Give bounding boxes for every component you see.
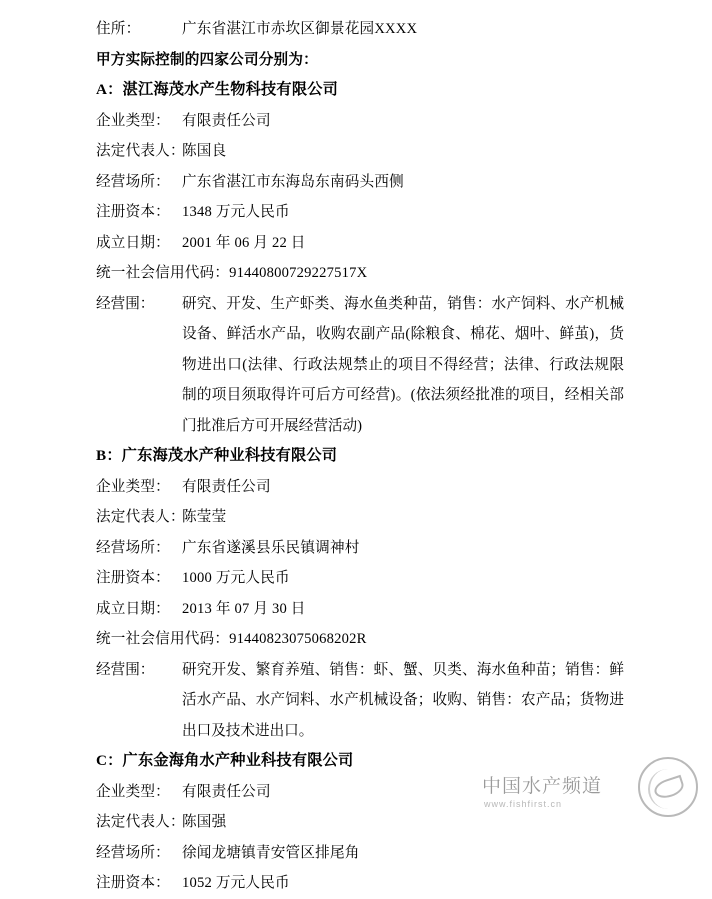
field-label: 经营场所： <box>96 539 170 556</box>
field-value: 1000 万元人民币 <box>182 570 290 586</box>
field-label: 经营场所： <box>96 173 170 190</box>
company-c-field-capital <box>96 868 624 899</box>
company-b-field-type <box>96 472 624 503</box>
intro-heading: 甲方实际控制的四家公司分别为： <box>96 51 318 68</box>
company-c-field-type <box>96 777 624 808</box>
field-value: 有限责任公司 <box>182 478 271 495</box>
watermark-subtext: www.fishfirst.cn <box>484 799 563 809</box>
field-label: 成立日期： <box>96 600 170 617</box>
field-label: 成立日期： <box>96 234 170 251</box>
field-value: 有限责任公司 <box>182 783 271 800</box>
company-b-field-capital <box>96 563 624 594</box>
scope-text: 研究、开发、生产虾类、海水鱼类种苗，销售：水产饲料、水产机械设备、鲜活水产品，收购农副产品(除粮食、棉花、烟叶、鲜茧)，货物进出口(法律、行政法规禁止的项目不得经营；法律、行政法规限制的项目须取得许可后方可经营)。(依法须经批准的项目，经相关部门批准后方可开展经营活动) <box>182 295 624 434</box>
field-label: 注册资本： <box>96 875 170 891</box>
company-b-field-premises <box>96 533 624 564</box>
field-label: 统一社会信用代码： <box>96 265 230 281</box>
fish-circle-icon <box>638 757 698 817</box>
address-label: 住所： <box>96 21 141 37</box>
field-value: 广东省湛江市东海岛东南码头西侧 <box>182 173 404 190</box>
field-label: 法定代表人： <box>96 143 185 159</box>
company-c-title: C：广东金海角水产种业科技有限公司 <box>96 752 354 769</box>
field-value: 有限责任公司 <box>182 112 271 129</box>
field-value: 1052 万元人民币 <box>182 875 290 891</box>
field-label: 经营场所： <box>96 844 170 861</box>
field-value: 陈国强 <box>182 814 227 830</box>
company-a-field-capital <box>96 197 624 228</box>
field-value: 徐闻龙塘镇青安管区排尾角 <box>182 844 360 861</box>
company-b-scope <box>96 655 624 747</box>
company-a-field-legal-rep <box>96 136 624 167</box>
address-value: 广东省湛江市赤坎区御景花园XXXX <box>182 21 418 37</box>
company-b-field-founded <box>96 594 624 625</box>
company-a-title: A：湛江海茂水产生物科技有限公司 <box>96 81 338 98</box>
company-a-scope <box>96 289 624 442</box>
field-label: 统一社会信用代码： <box>96 631 230 647</box>
field-value: 2013 年 07 月 30 日 <box>182 600 306 617</box>
field-value: 广东省遂溪县乐民镇调神村 <box>182 539 360 556</box>
company-c-field-premises <box>96 838 624 869</box>
company-a-field-type <box>96 106 624 137</box>
field-label: 企业类型： <box>96 478 170 495</box>
field-label: 企业类型： <box>96 783 170 800</box>
field-value: 陈莹莹 <box>182 509 227 525</box>
company-a-field-credit-code <box>96 258 624 289</box>
company-a-field-premises <box>96 167 624 198</box>
company-b-field-legal-rep <box>96 502 624 533</box>
field-value: 1348 万元人民币 <box>182 204 290 220</box>
document-body <box>96 14 624 899</box>
company-a-field-founded <box>96 228 624 259</box>
scope-text: 研究开发、繁育养殖、销售：虾、蟹、贝类、海水鱼种苗；销售：鲜活水产品、水产饲料、水产机械设备；收购、销售：农产品；货物进出口及技术进出口。 <box>182 661 624 739</box>
watermark-text: 中国水产频道 <box>482 776 603 797</box>
address-line <box>96 14 624 45</box>
field-value: 91440823075068202R <box>229 631 367 647</box>
field-value: 2001 年 06 月 22 日 <box>182 234 306 251</box>
field-value: 91440800729227517X <box>229 265 368 281</box>
company-c-field-legal-rep <box>96 807 624 838</box>
field-label: 法定代表人： <box>96 509 185 525</box>
field-label: 注册资本： <box>96 204 170 220</box>
field-label: 注册资本： <box>96 570 170 586</box>
company-b-field-credit-code <box>96 624 624 655</box>
company-b-title: B：广东海茂水产种业科技有限公司 <box>96 447 338 464</box>
field-label: 法定代表人： <box>96 814 185 830</box>
field-label: 企业类型： <box>96 112 170 129</box>
field-value: 陈国良 <box>182 143 227 159</box>
scope-label: 经营围： <box>96 295 155 312</box>
scope-label: 经营围： <box>96 661 155 678</box>
